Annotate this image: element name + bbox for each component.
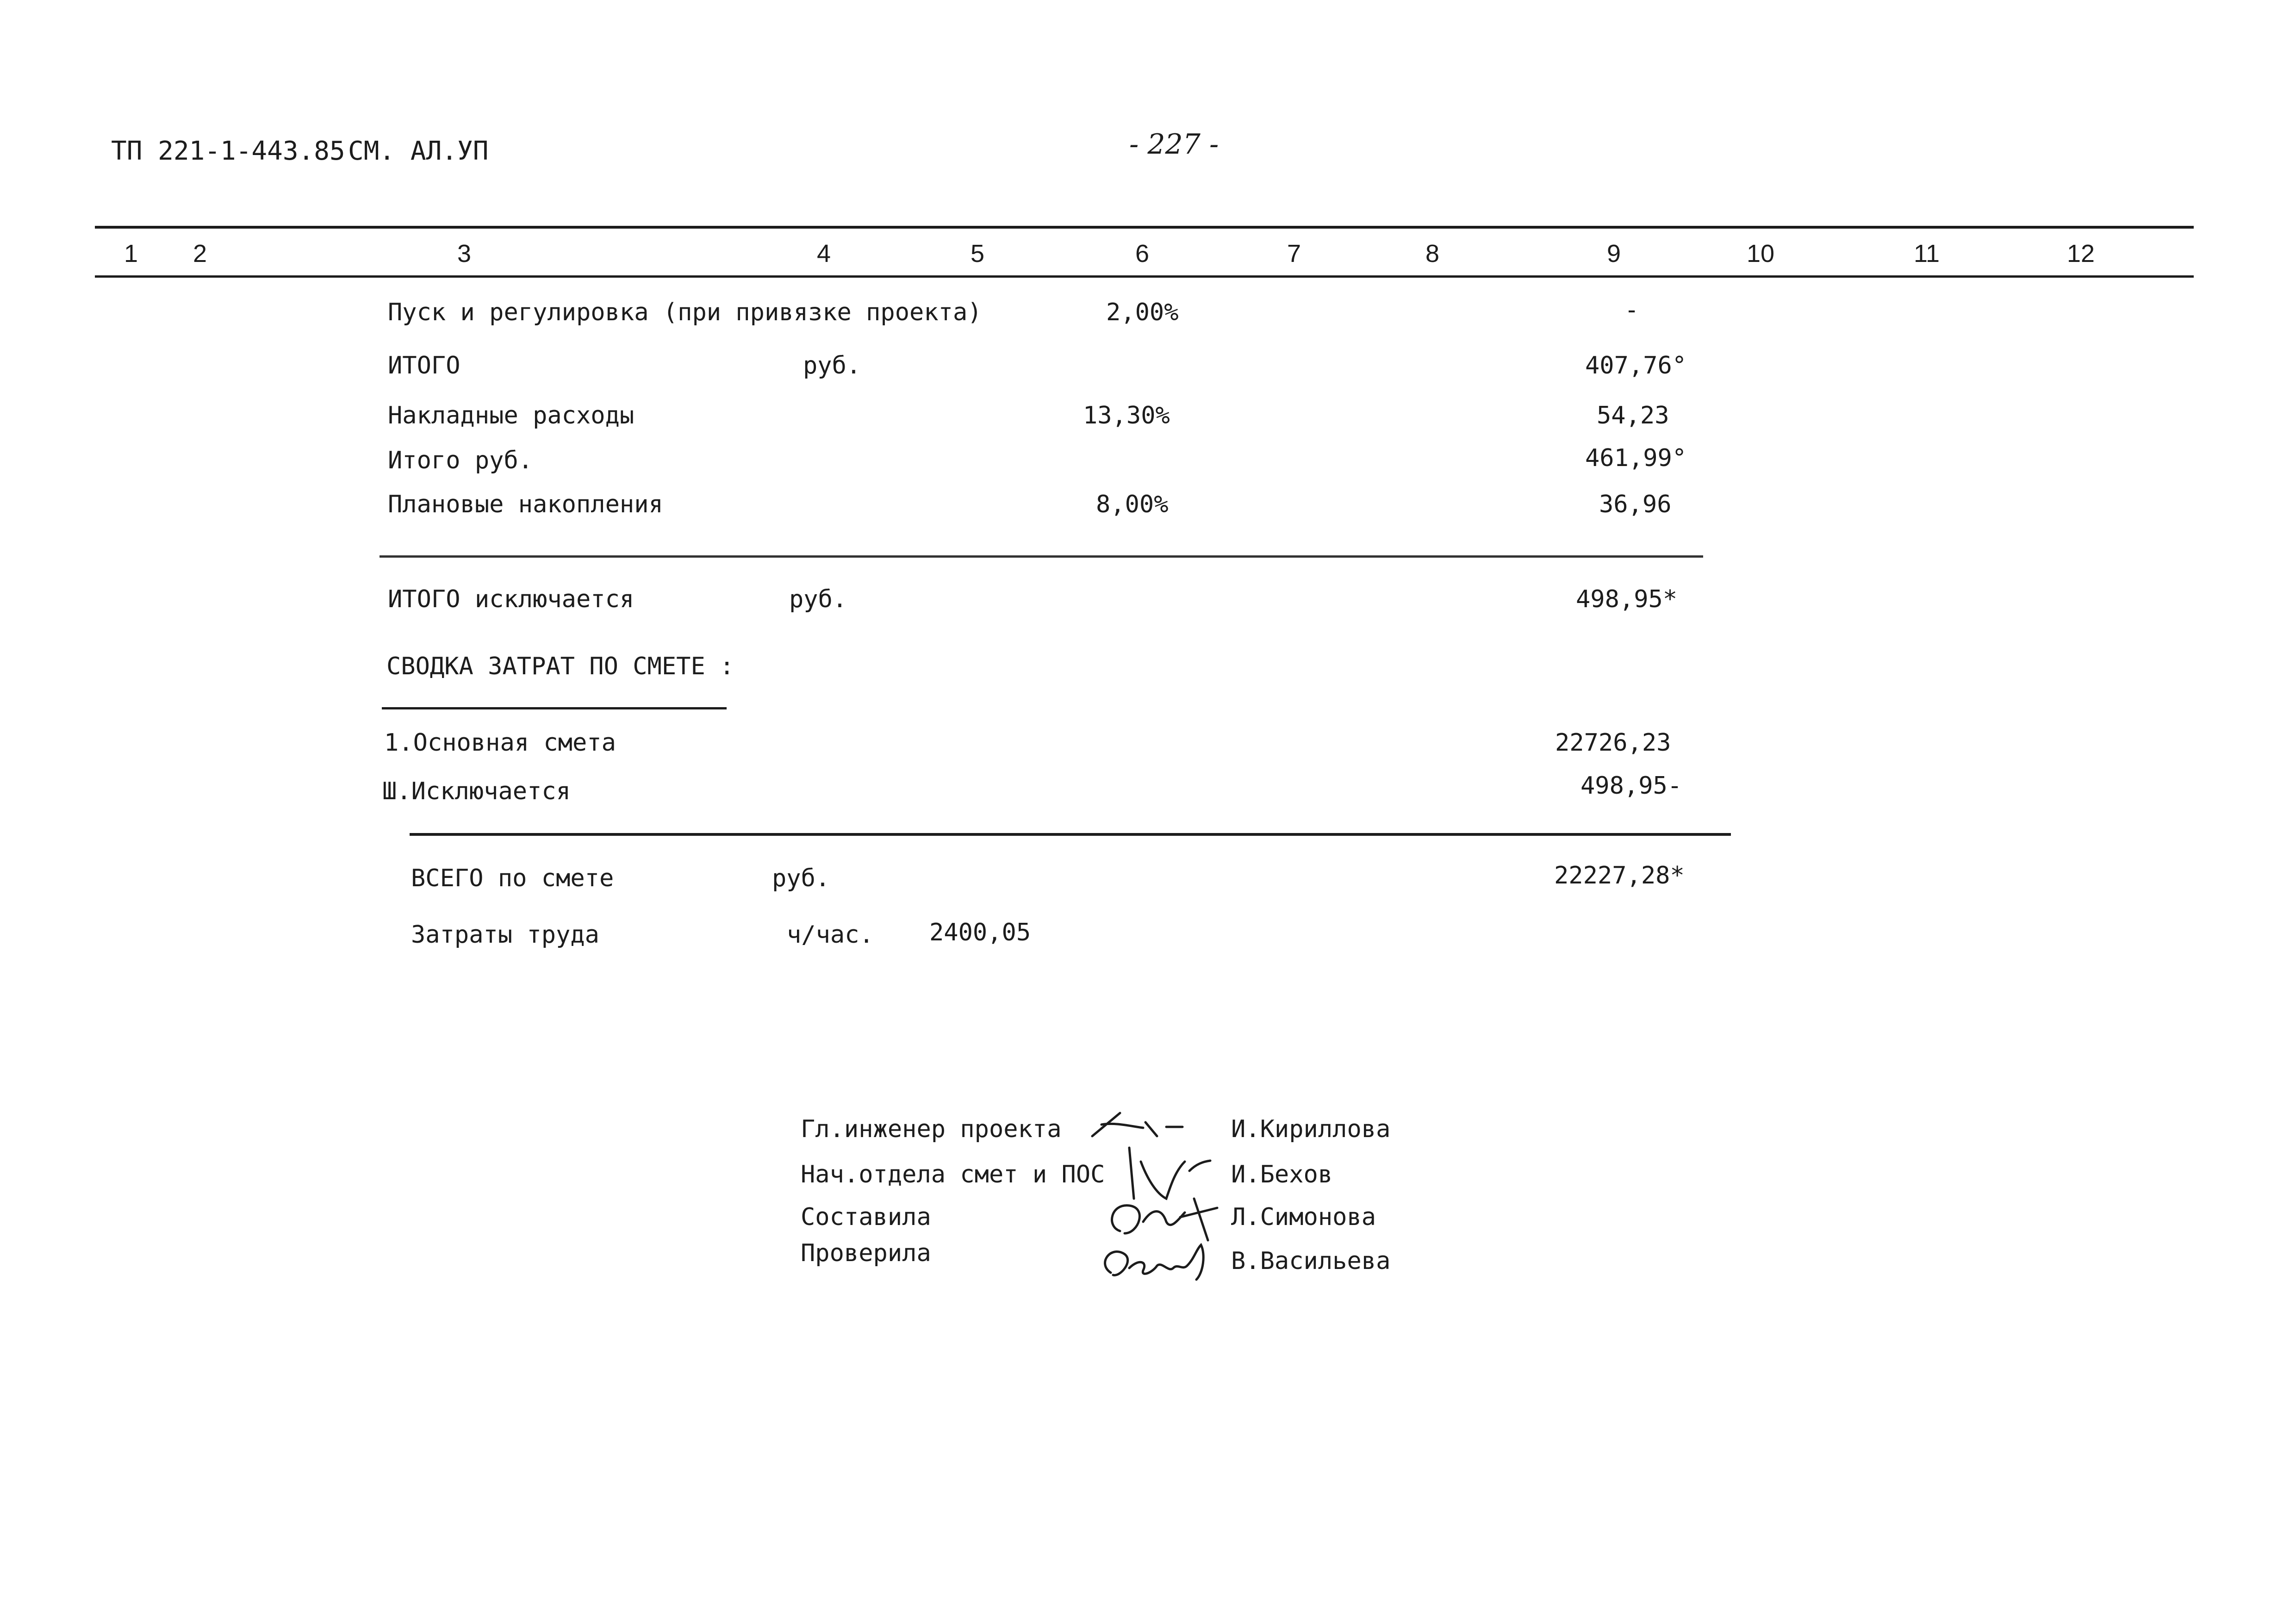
handwritten-signature — [1097, 1236, 1222, 1287]
column-number: 11 — [1913, 240, 1940, 267]
signature-name: Л.Симонова — [1231, 1203, 1376, 1231]
signature-role: Гл.инженер проекта — [801, 1115, 1062, 1143]
row-amount-subtotal: 461,99° — [1585, 444, 1687, 472]
summary-main-label: 1.Основная смета — [384, 729, 616, 757]
handwritten-signature — [1088, 1104, 1189, 1145]
row-amount-planned: 36,96 — [1599, 491, 1672, 518]
summary-excluded-label: Ш.Исключается — [382, 777, 571, 805]
row-amount-launch: - — [1624, 296, 1639, 324]
summary-rule — [410, 833, 1731, 836]
signature-role: Нач.отдела смет и ПОС — [801, 1161, 1105, 1188]
column-number: 4 — [816, 240, 831, 267]
grand-total-unit: руб. — [772, 864, 830, 892]
signature-role: Проверила — [801, 1239, 931, 1267]
row-percent-overhead: 13,30% — [1083, 402, 1170, 429]
column-number: 9 — [1606, 240, 1621, 267]
row-unit-total: руб. — [803, 352, 861, 379]
row-label-total: ИТОГО — [388, 352, 460, 379]
signature-name: И.Кириллова — [1231, 1115, 1391, 1143]
row-label-overhead: Накладные расходы — [388, 402, 635, 429]
document-section: СМ. АЛ.УП — [348, 136, 489, 166]
section-rule — [380, 555, 1703, 558]
column-number: 1 — [124, 240, 138, 267]
row-amount-excluded-total: 498,95* — [1576, 585, 1678, 613]
column-number: 12 — [2066, 240, 2095, 267]
row-amount-total: 407,76° — [1585, 352, 1687, 379]
row-amount-overhead: 54,23 — [1597, 402, 1669, 429]
labor-unit: ч/час. — [787, 921, 874, 949]
labor-value: 2400,05 — [929, 919, 1031, 946]
row-label-launch: Пуск и регулировка (при привязке проекта) — [388, 298, 982, 326]
summary-excluded-amount: 498,95- — [1580, 772, 1682, 800]
grand-total-amount: 22227,28* — [1554, 862, 1685, 889]
column-number: 5 — [970, 240, 985, 267]
row-unit-excluded-total: руб. — [789, 585, 847, 613]
summary-title-underline — [382, 707, 727, 709]
table-header-bottom-rule — [95, 275, 2194, 278]
summary-main-amount: 22726,23 — [1555, 729, 1671, 757]
document-code: ТП 221-1-443.85 — [111, 136, 345, 166]
signature-name: И.Бехов — [1231, 1161, 1333, 1188]
column-number: 6 — [1135, 240, 1150, 267]
row-percent-planned: 8,00% — [1096, 491, 1169, 518]
column-number: 2 — [193, 240, 207, 267]
column-number: 10 — [1746, 240, 1775, 267]
row-label-excluded-total: ИТОГО исключается — [388, 585, 635, 613]
column-number: 3 — [457, 240, 472, 267]
labor-label: Затраты труда — [411, 921, 599, 949]
row-label-planned: Плановые накопления — [388, 491, 663, 518]
row-percent-launch: 2,00% — [1106, 298, 1179, 326]
summary-title: СВОДКА ЗАТРАТ ПО СМЕТЕ : — [386, 653, 734, 680]
column-number: 7 — [1287, 240, 1301, 267]
signature-role: Составила — [801, 1203, 931, 1231]
page-number: - 227 - — [1129, 128, 1219, 161]
column-number: 8 — [1425, 240, 1440, 267]
grand-total-label: ВСЕГО по смете — [411, 864, 614, 892]
table-top-rule — [95, 226, 2194, 229]
signature-name: В.Васильева — [1231, 1247, 1391, 1275]
row-label-subtotal: Итого руб. — [388, 447, 533, 474]
